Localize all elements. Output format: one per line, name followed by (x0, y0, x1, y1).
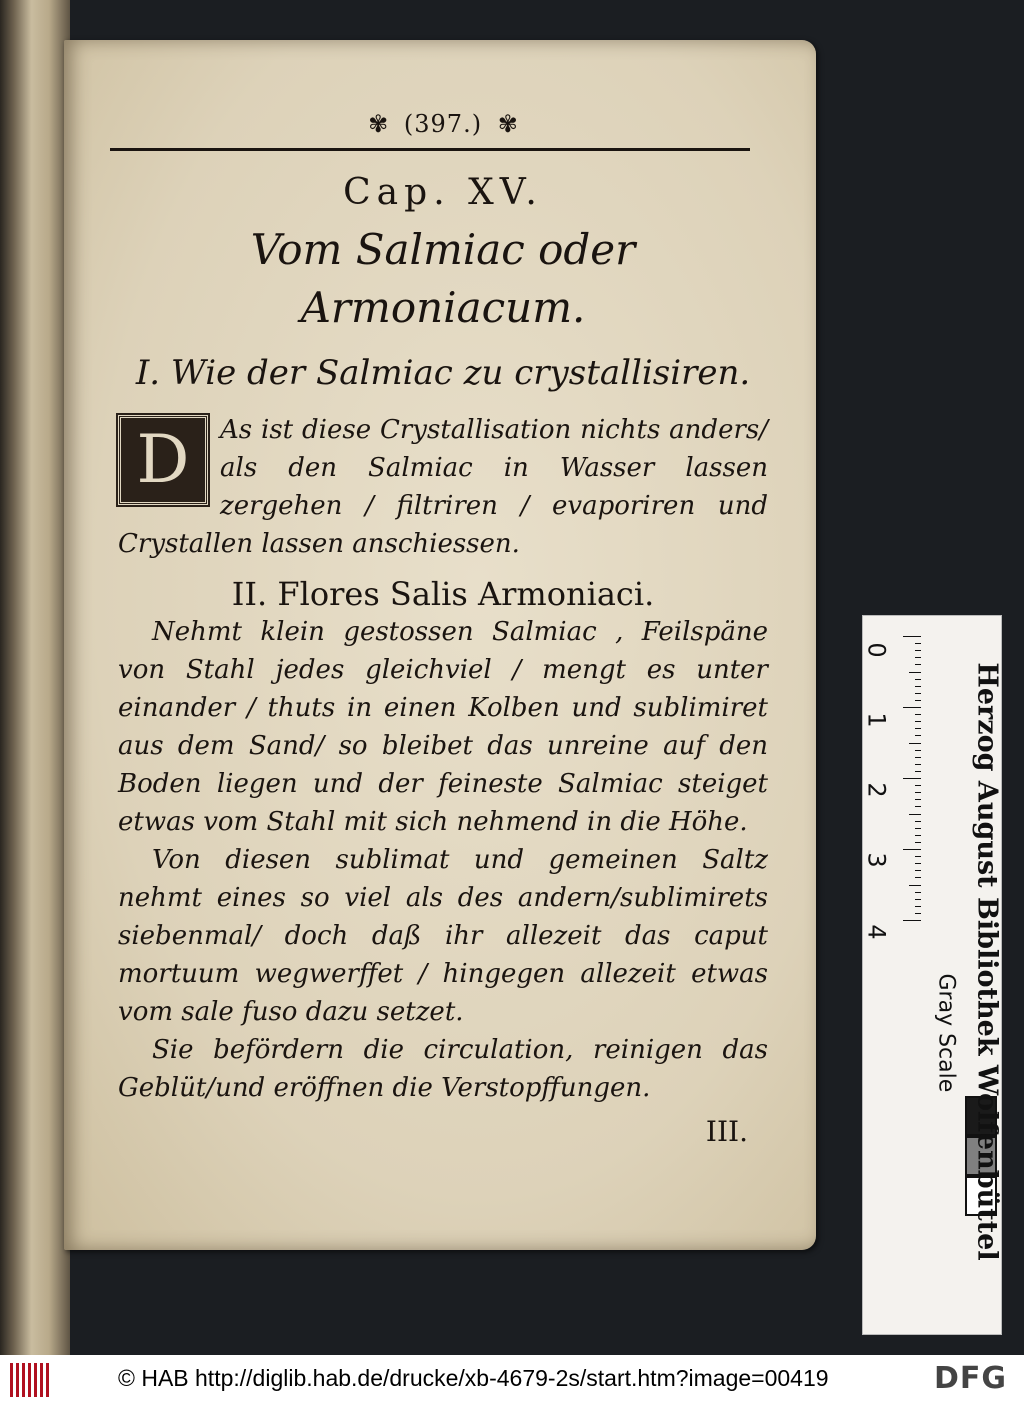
ruler-tick (903, 920, 921, 921)
paragraph-2: Nehmt klein gestossen Salmiac , Feilspäne von Stahl jedes gleichviel / mengt es unter einander / thuts in einen Kolben und sublimiret aus dem Sand/ so bleibet das unreine auf den Boden liegen und der feineste Salmiac steiget etwas vom Stahl mit sich nehmend in die Höhe. (118, 617, 768, 837)
chapter-title: Vom Salmiac oder Armoniacum. (250, 225, 636, 332)
book-page (64, 40, 816, 1250)
page-number: (397.) (403, 110, 483, 138)
hab-logo-icon (10, 1363, 54, 1397)
chapter-heading: Cap. XV. (343, 172, 543, 213)
paragraph-3: Von diesen sublimat und gemeinen Saltz nehmt eines so viel als des andern/sublimirets siebenmal/ doch daß ihr allezeit das caput mortuum wegwerffet / hingegen allezeit etwas vom sale fuso dazu setzet. (118, 845, 768, 1027)
page-text (118, 110, 768, 1148)
paragraph-4: Sie befördern die circulation, reinigen das Geblüt/und eröffnen die Verstopffungen. (118, 1035, 768, 1103)
ruler-tick (909, 885, 921, 886)
centimeter-scale (863, 616, 921, 1334)
ruler-label: 2 (862, 782, 891, 798)
ruler-tick (909, 814, 921, 815)
drop-cap: D (118, 415, 208, 505)
ruler-label: 1 (862, 712, 891, 728)
scale-ruler-card (862, 615, 1002, 1335)
section-heading-1: I. Wie der Salmiac zu crystallisiren. (135, 353, 751, 393)
dfg-logo: DFG (934, 1361, 1008, 1396)
gray-scale-area (921, 616, 967, 1334)
ruler-tick (909, 672, 921, 673)
ruler-tick (903, 849, 921, 850)
institution-name: Herzog August Bibliothek Wolfenbüttel (971, 662, 1003, 1261)
ruler-label: 4 (862, 924, 891, 940)
ruler-label: 3 (862, 852, 891, 868)
header-rule (110, 148, 750, 151)
book-edge (0, 0, 70, 1355)
page-header (118, 110, 768, 150)
ruler-tick (903, 778, 921, 779)
institution-area (967, 616, 1007, 1334)
ruler-label: 0 (862, 642, 891, 658)
paragraph-1 (118, 411, 768, 563)
ornament-icon: ✾ (497, 110, 518, 138)
ornament-icon: ✾ (368, 110, 389, 138)
section-heading-2: II. Flores Salis Armoniaci. (231, 575, 655, 613)
gray-scale-label: Gray Scale (933, 973, 959, 1093)
catchword: III. (705, 1115, 748, 1148)
ruler-tick (903, 707, 921, 708)
footer-copyright-link[interactable]: © HAB http://diglib.hab.de/drucke/xb-4679-2s/start.htm?image=00419 (118, 1365, 829, 1391)
footer-bar (0, 1355, 1024, 1405)
paragraph-1-text: As ist diese Crystallisation nichts anders/ als den Salmiac in Wasser lassen zergehen / filtriren / evaporiren und Crystallen lassen anschiessen. (118, 415, 768, 559)
ruler-tick (909, 743, 921, 744)
ruler-tick (903, 636, 921, 637)
